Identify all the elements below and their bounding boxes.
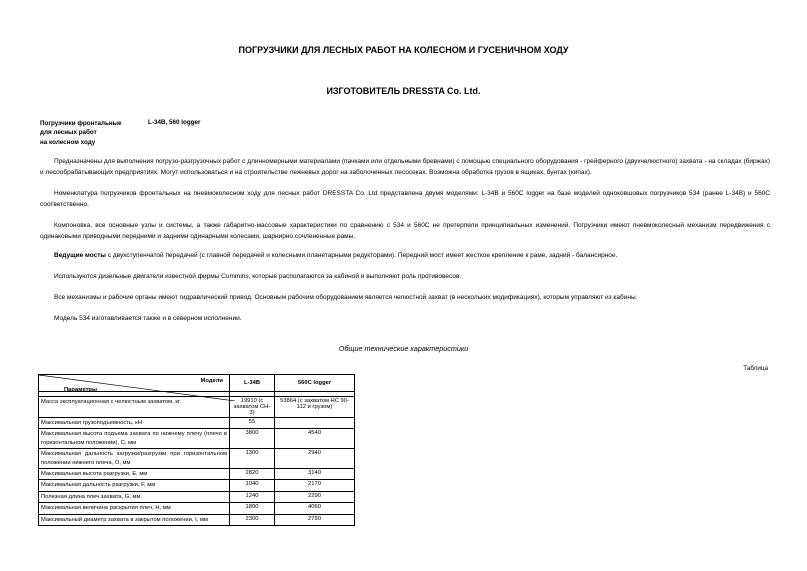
document-title: ПОГРУЗЧИКИ ДЛЯ ЛЕСНЫХ РАБОТ НА КОЛЕСНОМ И ГУСЕНИЧНОМ ХОДУ [238,45,569,55]
value-cell: 1240 [230,491,275,502]
corner-models-label: Модели [200,378,223,384]
paragraph-axles-term: Ведущие мосты [54,252,106,259]
spec-table [38,374,355,526]
param-cell: Масса эксплуатационная с челюстным захватом, кг [39,397,230,418]
paragraph-engine: Используются дизельные двигатели известной фирмы Cummins, которые располагаются за кабиной и выполняют роль противовесов. [54,273,462,280]
section-models: L-34B, 560 logger [148,119,201,126]
section-label-line: на колесном ходу [40,138,96,146]
value-cell: 3800 [230,429,275,449]
value-cell: 55 [230,418,275,429]
value-cell: 1300 [230,449,275,469]
param-cell: Максимальная высота разгрузки, E, мм [39,469,230,480]
section-label-line: для лесных работ [40,129,97,137]
param-cell: Максимальная дальность загрузки/разгрузки при горизонтальном положении нижнего плеча, O, мм [39,449,230,469]
param-cell: Максимальная величина раскрытия плеч, H, мм [39,503,230,514]
value-cell: 2290 [275,491,355,502]
paragraph-models: Номенклатура погрузчиков фронтальных на пневмоколесном ходу для лесных работ DRESSTA Co. Ltd представлена двумя моделями: L-34B и 560C logger на базе моделей одноковшовых погрузчиков 534 (ранее L-34B) и 560C соответственно. [40,190,770,208]
table-row [39,514,355,525]
param-cell: Полезная длина плеч захвата, G, мм [39,491,230,502]
paragraph-purpose: Предназначены для выполнения погрузо-разгрузочных работ с длинномерными материалами (пачками или отдельными бревнами) с помощью специального оборудования - грейферного (двухчелюстного) захвата - на складах (биржах) и лесообрабатывающих предприятиях. Могут использоваться и на строительстве лежневых дорог на заболоченных лесосеках. Возможна обработка грузов в ящиках, бунтах (кипах). [40,158,770,176]
section-label [40,119,140,147]
paragraph-axles-text: с двухступенчатой передачей (с главной передачей и колесными планетарными редукторами). Передний мост имеет жесткое крепление к раме, задний - балансирное. [106,252,618,259]
table-row [39,429,355,449]
value-cell: 53864 (с захватом HC 90-112 и грузом) [275,397,355,418]
value-cell: 1800 [230,503,275,514]
table-row [39,491,355,502]
section-label-line: Погрузчики фронтальные [40,120,122,127]
value-cell: 4540 [275,429,355,449]
param-cell: Максимальная высота подъема захвата по нижнему плечу (плечо в горизонтальном положении), C, мм [39,429,230,449]
manufacturer-heading: ИЗГОТОВИТЕЛЬ DRESSTA Co. Ltd. [326,86,481,96]
column-header: L-34B [230,375,275,392]
value-cell: 2790 [275,514,355,525]
table-row [39,480,355,491]
corner-params-label: Параметры [64,387,97,393]
paragraph-axles [40,251,770,262]
table-row [39,503,355,514]
value-cell: 4060 [275,503,355,514]
value-cell: 2940 [275,449,355,469]
param-cell: Максимальная дальность разгрузки, F, мм [39,480,230,491]
param-cell: Максимальный диаметр захвата в закрытом положении, I, мм [39,514,230,525]
table-corner-cell [39,375,230,392]
value-cell [275,418,355,429]
table-row [39,469,355,480]
column-header: 560C logger [275,375,355,392]
value-cell: 2170 [275,480,355,491]
table-header-row [39,375,355,392]
table-label: Таблица [743,365,768,372]
paragraph-hydraulics: Все механизмы и рабочие органы имеют гидравлический привод. Основным рабочим оборудованием является челюстной захват (в нескольких модификациях), которым управляют из кабины. [54,294,638,301]
table-row [39,418,355,429]
table-caption: Общие технические характеристики [338,344,469,353]
paragraph-northern: Модель 534 изготавливается также и в северном исполнении. [54,315,242,322]
value-cell: 19910 (с захватом CH-3) [230,397,275,418]
value-cell: 1040 [230,480,275,491]
paragraph-layout: Компоновка, все основные узлы и системы, а также габаритно-массовые характеристики по сравнению с 534 и 560C не претерпели принципиальных изменений. Погрузчики имеют пневмоколесный механизм передвижения с одинаковыми приводными передними и задними одинарными колесами, шарнирно сочлененные рамы. [40,222,770,240]
param-cell: Максимальная грузоподъемность, кН [39,418,230,429]
value-cell: 3140 [275,469,355,480]
value-cell: 2820 [230,469,275,480]
table-row [39,449,355,469]
value-cell: 2300 [230,514,275,525]
